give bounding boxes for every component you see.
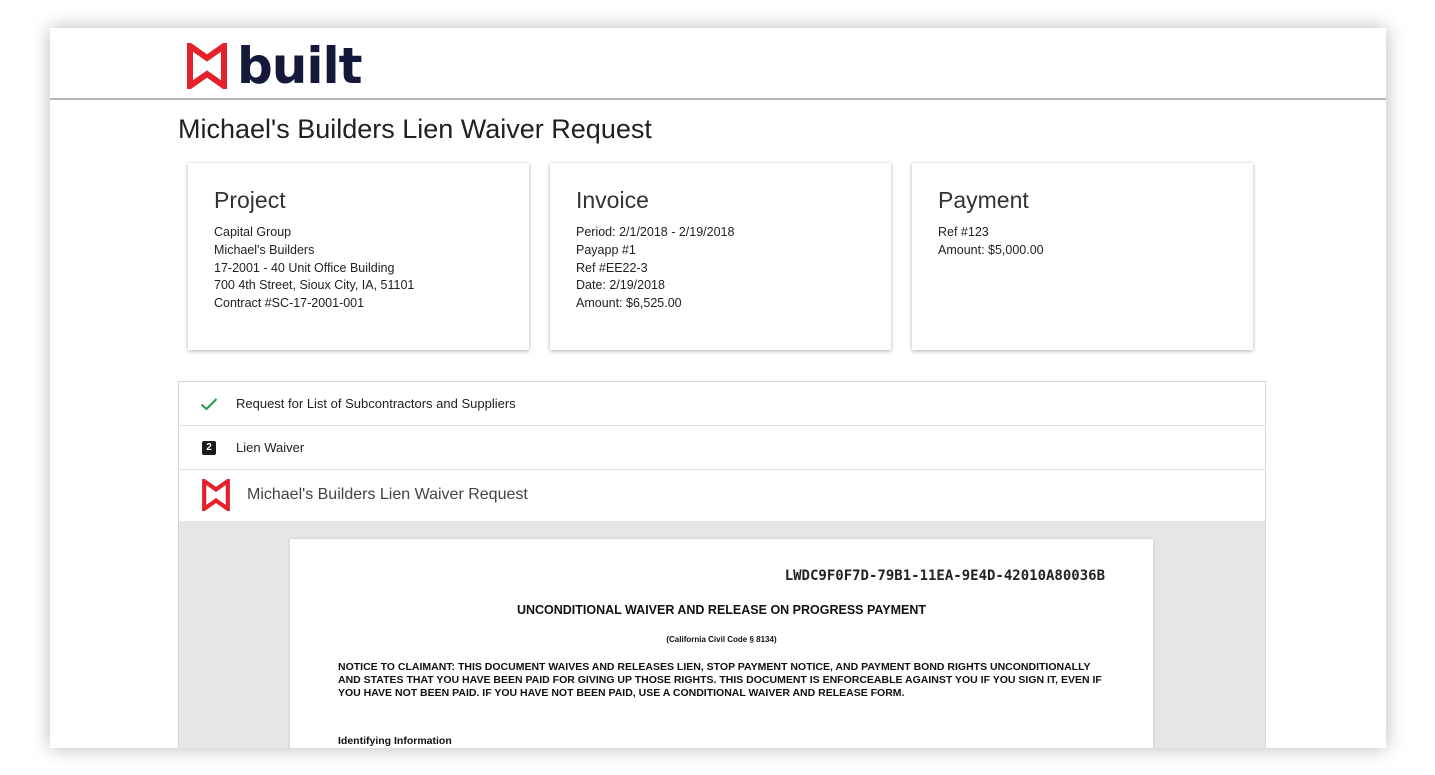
built-logo-icon (199, 479, 233, 511)
step-number-icon: 2 (202, 441, 216, 455)
step-label: Lien Waiver (236, 440, 305, 455)
checkmark-icon (199, 397, 219, 411)
card-heading: Payment (938, 187, 1029, 213)
document-section-heading: Identifying Information (338, 735, 452, 747)
card-line: Ref #123 (938, 225, 989, 239)
card-line: Contract #SC-17-2001-001 (214, 296, 365, 311)
card-line: Michael's Builders (214, 242, 315, 257)
built-logo-icon (187, 43, 227, 89)
step-lien-waiver[interactable] (179, 426, 1265, 470)
card-heading: Invoice (576, 187, 649, 213)
step-label: Michael's Builders Lien Waiver Request (247, 485, 528, 503)
document-id: LWDC9F0F7D-79B1-11EA-9E4D-42010A80036B (784, 568, 1105, 584)
steps-panel (178, 381, 1266, 748)
card-line: Amount: $6,525.00 (576, 296, 682, 311)
card-line: Amount: $5,000.00 (938, 242, 1044, 257)
project-card (188, 163, 529, 350)
card-line: 700 4th Street, Sioux City, IA, 51101 (214, 278, 415, 293)
header (50, 28, 1386, 100)
card-lines (576, 224, 734, 313)
step-subcontractors-list[interactable] (179, 382, 1265, 426)
card-lines (214, 224, 414, 313)
card-lines (938, 224, 1044, 260)
document-notice: NOTICE TO CLAIMANT: THIS DOCUMENT WAIVES AND RELEASES LIEN, STOP PAYMENT NOTICE, AND PAYMENT BOND RIGHTS UNCONDITIONALLY AND STATES THAT YOU HAVE BEEN PAID FOR GIVING UP THOSE RIGHTS. THIS DOCUMENT IS ENFORCEABLE AGAINST YOU IF YOU SIGN IT, EVEN IF YOU HAVE NOT BEEN PAID. IF YOU HAVE NOT BEEN PAID, USE A CONDITIONAL WAIVER AND RELEASE FORM. (338, 661, 1102, 699)
step-number-icon-wrap (199, 441, 219, 455)
invoice-card (550, 163, 891, 350)
card-line: Payapp #1 (576, 242, 636, 257)
document-viewer[interactable] (179, 521, 1265, 748)
card-line: Date: 2/19/2018 (576, 278, 665, 293)
card-line: 17-2001 - 40 Unit Office Building (214, 260, 395, 275)
brand-logo[interactable] (187, 38, 362, 94)
step-label: Request for List of Subcontractors and Suppliers (236, 396, 516, 411)
card-line: Capital Group (214, 225, 292, 239)
app-window (50, 28, 1386, 748)
card-heading: Project (214, 187, 286, 213)
payment-card (912, 163, 1253, 350)
document-title: UNCONDITIONAL WAIVER AND RELEASE ON PROGRESS PAYMENT (516, 603, 927, 617)
step-waiver-request[interactable] (179, 470, 1265, 519)
card-line: Ref #EE22-3 (576, 260, 648, 275)
page-title: Michael's Builders Lien Waiver Request (178, 114, 652, 144)
document-page (290, 539, 1153, 748)
card-line: Period: 2/1/2018 - 2/19/2018 (576, 225, 735, 239)
brand-name: built (237, 37, 362, 95)
document-subtitle: (California Civil Code § 8134) (666, 635, 777, 644)
